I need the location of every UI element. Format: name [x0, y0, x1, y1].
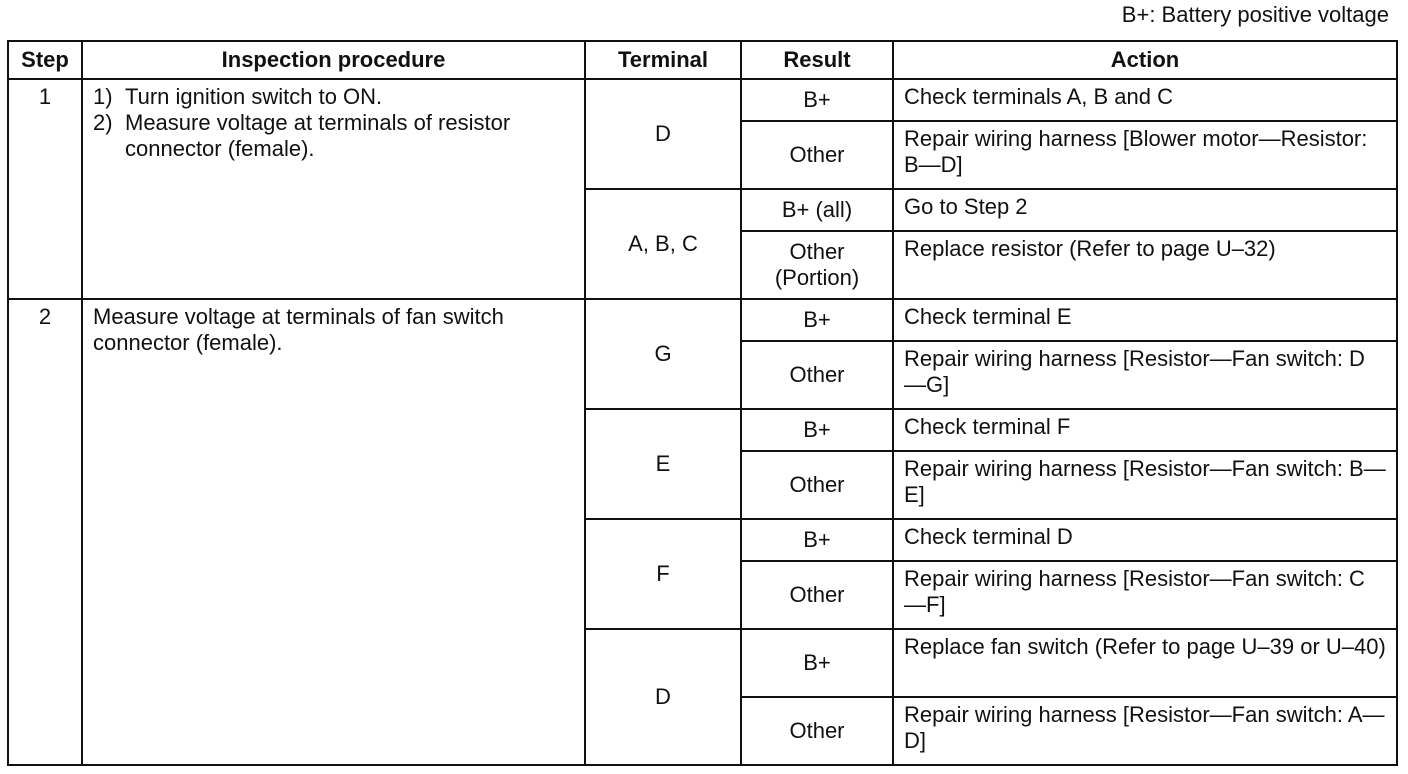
result-cell: Other	[741, 697, 893, 765]
action-cell: Repair wiring harness [Resistor—Fan switch: B—E]	[893, 451, 1397, 519]
header-step: Step	[8, 41, 82, 79]
action-cell: Repair wiring harness [Blower motor—Resistor: B—D]	[893, 121, 1397, 189]
result-cell: B+	[741, 409, 893, 451]
header-row	[8, 41, 1397, 79]
action-cell: Repair wiring harness [Resistor—Fan switch: D—G]	[893, 341, 1397, 409]
procedure-cell	[82, 79, 585, 299]
action-cell: Check terminal D	[893, 519, 1397, 561]
action-cell: Repair wiring harness [Resistor—Fan switch: A—D]	[893, 697, 1397, 765]
action-cell: Replace resistor (Refer to page U–32)	[893, 231, 1397, 299]
table-row	[8, 299, 1397, 341]
step-number: 1	[8, 79, 82, 299]
action-cell: Repair wiring harness [Resistor—Fan switch: C—F]	[893, 561, 1397, 629]
result-cell: Other	[741, 561, 893, 629]
procedure-cell: Measure voltage at terminals of fan switch connector (female).	[82, 299, 585, 765]
header-action: Action	[893, 41, 1397, 79]
result-cell: B+	[741, 519, 893, 561]
result-cell: B+	[741, 299, 893, 341]
header-result: Result	[741, 41, 893, 79]
header-procedure: Inspection procedure	[82, 41, 585, 79]
result-cell: B+	[741, 629, 893, 697]
terminal-cell: G	[585, 299, 741, 409]
terminal-cell: F	[585, 519, 741, 629]
action-cell: Replace fan switch (Refer to page U–39 or U–40)	[893, 629, 1397, 697]
result-cell: B+ (all)	[741, 189, 893, 231]
action-cell: Check terminals A, B and C	[893, 79, 1397, 121]
terminal-cell: D	[585, 79, 741, 189]
table-row	[8, 79, 1397, 121]
action-cell: Check terminal F	[893, 409, 1397, 451]
action-cell: Go to Step 2	[893, 189, 1397, 231]
terminal-cell: E	[585, 409, 741, 519]
list-item	[93, 84, 574, 110]
list-item-text: Measure voltage at terminals of resistor connector (female).	[125, 110, 511, 161]
inspection-table	[7, 40, 1398, 766]
list-item-number: 1)	[93, 84, 113, 109]
list-item-number: 2)	[93, 110, 113, 135]
voltage-legend: B+: Battery positive voltage	[1121, 2, 1389, 27]
header-terminal: Terminal	[585, 41, 741, 79]
result-cell: Other	[741, 341, 893, 409]
procedure-list	[93, 84, 574, 162]
result-cell: Other	[741, 121, 893, 189]
result-cell: Other (Portion)	[741, 231, 893, 299]
terminal-cell: D	[585, 629, 741, 765]
step-number: 2	[8, 299, 82, 765]
result-cell: B+	[741, 79, 893, 121]
terminal-cell: A, B, C	[585, 189, 741, 299]
list-item	[93, 110, 574, 162]
result-cell: Other	[741, 451, 893, 519]
list-item-text: Turn ignition switch to ON.	[125, 84, 383, 109]
action-cell: Check terminal E	[893, 299, 1397, 341]
